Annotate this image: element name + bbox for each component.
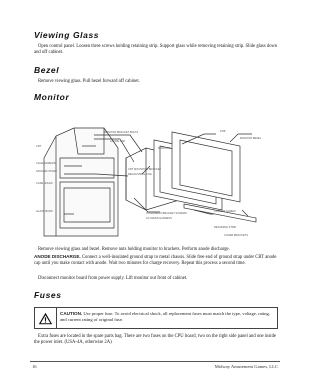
monitor-diagram — [34, 118, 278, 240]
monitor-heading: Monitor — [34, 92, 70, 102]
label-glass-band: GLASS BAND — [36, 210, 53, 213]
label-ac-harness: AC MAINS HARNESS — [146, 217, 172, 220]
caution-lead: CAUTION. — [60, 311, 83, 316]
label-degaussing-coil: DEGAUSSING COIL — [128, 173, 153, 176]
page-number: 16 — [32, 364, 37, 369]
label-bracket-bolts: MONITOR BRACKET BOLTS — [104, 131, 139, 134]
label-mounting-bracket: CRT MOUNTING BRACKET — [128, 168, 162, 171]
label-retaining-strip: RETAINING STRIP — [214, 226, 237, 229]
anode-discharge-lead: ANODE DISCHARGE. — [34, 254, 81, 259]
viewing-glass-heading: Viewing Glass — [34, 30, 100, 40]
label-cage-screws: CAGE SCREWS — [36, 162, 56, 165]
label-pcb: PCB — [220, 130, 226, 133]
label-monitor: MONITOR — [158, 147, 171, 150]
label-cover-brackets: COVER BRACKETS — [224, 234, 248, 237]
monitor-disconnect-text: Disconnect monitor board from power supply. Lift monitor out front of cabinet. — [38, 276, 188, 281]
fuses-text: Extra fuses are located in the spare parts bag. There are two fuses on the CPU board, two on the right side panel and one inside the power inlet. (USA-4A, otherwise 2A) — [34, 334, 276, 346]
anode-discharge-text: Connect a well-insulated ground strap to metal chassis. Slide free end of ground strap under CRT anode cap until you make contact with anode. Wait two minutes for charge recovery. Repeat this process a second time. — [34, 255, 277, 267]
viewing-glass-text: Open control panel. Loosen three screws holding retaining strip. Support glass while removing retaining strip. Slide glass down and off cabinet. — [34, 44, 278, 56]
monitor-remove-text: Remove viewing glass and bezel. Remove nuts holding monitor to brackets. Perform anode discharge. — [38, 247, 230, 252]
label-anode-cap: ANODE CAP — [110, 140, 126, 143]
caution-body: Use proper fuse. To avoid electrical shock, all replacement fuses must match the type, voltage, rating, and current rating of original fuse. — [60, 311, 270, 323]
caution-box — [34, 307, 278, 329]
footer-company: Midway Amusement Games, LLC — [214, 364, 278, 369]
bezel-heading: Bezel — [34, 65, 60, 75]
warning-triangle-icon — [38, 312, 53, 325]
label-monitor-bezel: MONITOR BEZEL — [240, 137, 262, 140]
label-corner-screw: CORNER SCREW — [214, 210, 236, 213]
footer-divider — [30, 361, 280, 362]
label-case-holes: CASE HOLES — [36, 182, 53, 185]
label-ground-strap: GROUND STRAP — [36, 170, 57, 173]
anode-discharge-paragraph — [34, 254, 278, 268]
fuses-heading: Fuses — [34, 290, 62, 300]
label-harness-screws: IN HARNESS BRACKET SCREWS — [146, 212, 187, 215]
caution-icon-cell — [35, 308, 57, 328]
caution-text — [60, 311, 274, 323]
bezel-text: Remove viewing glass. Pull bezel forward off cabinet. — [38, 79, 140, 84]
label-crt: CRT — [36, 145, 42, 148]
